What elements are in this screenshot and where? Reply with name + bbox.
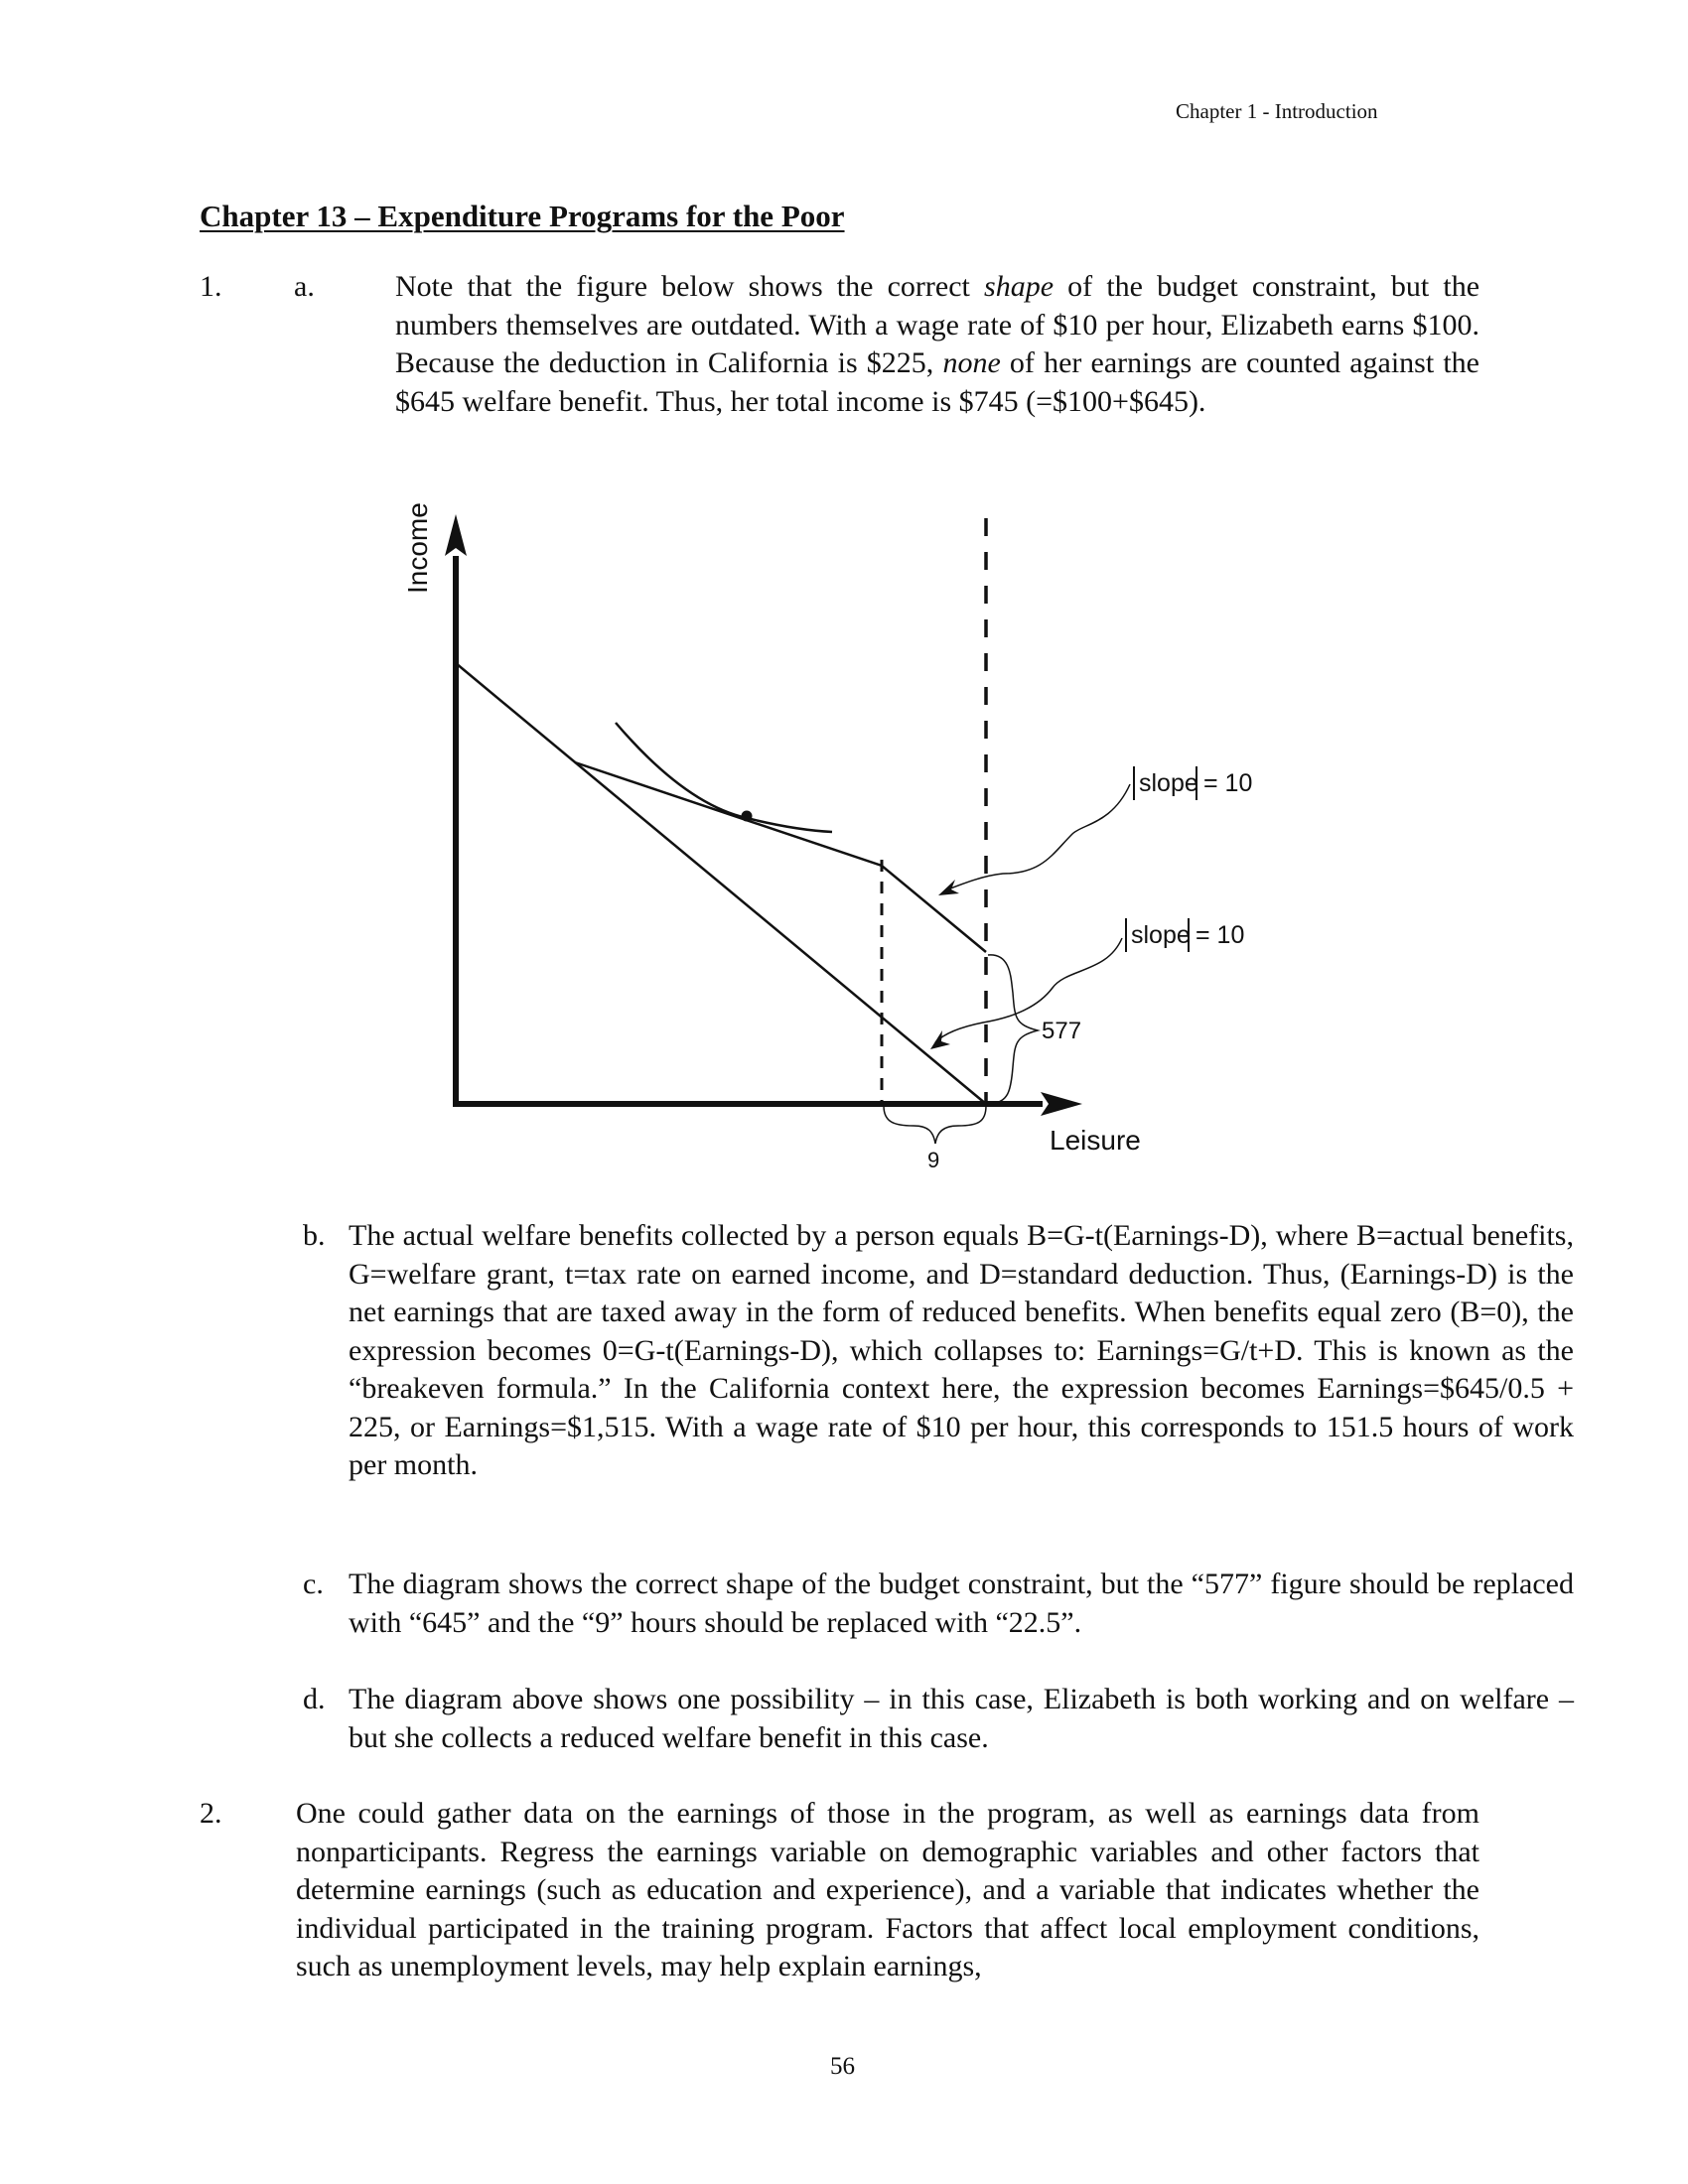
- part-d-text: The diagram above shows one possibility – in this case, Elizabeth is both working and on welfare – but she collects a reduced welfare benefit in this case.: [349, 1683, 1574, 1754]
- page-number: 56: [830, 2053, 855, 2080]
- brace-vertical-577: [988, 955, 1038, 1104]
- emphasis-none: none: [942, 346, 1001, 379]
- question-2-text: One could gather data on the earnings of those in the program, as well as earnings data from nonparticipants. Regress the earnings variable on demographic variables and other factors that determine earnings (such as education and experience), and a variable that indicates whether the individual participated in the training program. Factors that affect local employment conditions, such as unemployment levels, may help explain earnings,: [296, 1797, 1479, 1982]
- svg-text:slope: slope: [1139, 769, 1198, 797]
- question-number-2: 2.: [200, 1797, 222, 1830]
- budget-line-no-welfare: [456, 663, 986, 1104]
- slope-label-upper: [1134, 766, 1252, 800]
- part-b-text: The actual welfare benefits collected by a person equals B=G-t(Earnings-D), where B=actual benefits, G=welfare grant, t=tax rate on earned income, and D=standard deduction. Thus, (Earnings-D) is the net earnings that are taxed away in the form of reduced benefits. When benefits equal zero (B=0), the expression becomes 0=G-t(Earnings-D), which collapses to: Earnings=G/t+D. This is known as the “breakeven formula.” In the California context here, the expression becomes Earnings=$645/0.5 + 225, or Earnings=$1,515. With a wage rate of $10 per hour, this corresponds to 151.5 hours of work per month.: [349, 1219, 1574, 1481]
- part-label-a: a.: [294, 270, 315, 303]
- svg-text:= 10: = 10: [1196, 921, 1245, 949]
- x-axis-label: Leisure: [1050, 1125, 1141, 1156]
- y-axis-label: Income: [402, 502, 433, 594]
- running-header: Chapter 1 - Introduction: [1176, 99, 1378, 123]
- question-number-1: 1.: [200, 270, 222, 303]
- part-a-text-1: Note that the figure below shows the correct: [395, 270, 985, 303]
- slope-pointer-lower: [930, 938, 1122, 1049]
- indifference-curve: [616, 723, 832, 832]
- brace-horizontal-9: [884, 1106, 986, 1144]
- emphasis-shape: shape: [984, 270, 1055, 303]
- chapter-title: Chapter 13 – Expenditure Programs for the Poor: [200, 199, 845, 233]
- slope-pointer-upper: [938, 784, 1130, 895]
- svg-text:slope: slope: [1131, 921, 1191, 949]
- x-axis: [453, 1092, 1082, 1116]
- y-axis: [445, 514, 467, 1104]
- part-c-text: The diagram shows the correct shape of the budget constraint, but the “577” figure should be replaced with “645” and the “9” hours should be replaced with “22.5”.: [349, 1568, 1574, 1639]
- part-d: [254, 1681, 1574, 1757]
- part-label-b: b.: [303, 1219, 326, 1252]
- part-a-text-2: of the budget constraint, but the numbers themselves are outdated. With a wage rate of $10 per hour, Elizabeth earns $100. Because the deduction in California is $225,: [395, 270, 1480, 379]
- slope-label-lower: [1126, 918, 1244, 952]
- label-577: 577: [1042, 1018, 1082, 1044]
- budget-line-with-welfare: [575, 762, 986, 952]
- part-b: [254, 1217, 1574, 1485]
- part-a-text-3: of her earnings are counted against the $645 welfare benefit. Thus, her total income is $745 (=$100+$645).: [395, 346, 1479, 418]
- part-label-c: c.: [303, 1568, 324, 1600]
- part-label-d: d.: [303, 1683, 326, 1715]
- svg-text:= 10: = 10: [1203, 769, 1253, 797]
- label-9: 9: [927, 1148, 940, 1172]
- optimum-point: [742, 811, 753, 822]
- part-c: [254, 1566, 1574, 1642]
